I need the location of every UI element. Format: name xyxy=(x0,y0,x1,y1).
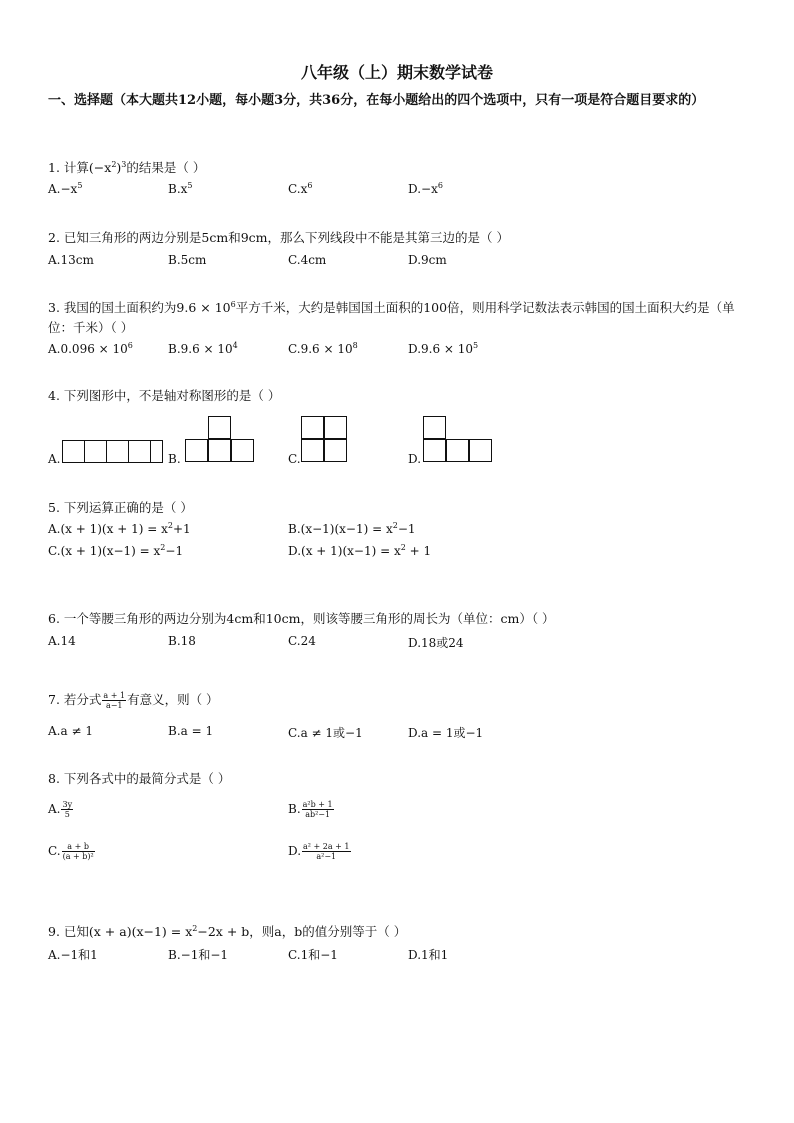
question-8: 8. 下列各式中的最简分式是（ ） xyxy=(48,771,231,786)
figure-square xyxy=(185,439,208,462)
q9-options xyxy=(48,946,748,966)
section-heading: 一、选择题（本大题共12小题，每小题3分，共36分，在每小题给出的四个选项中，只有一项是符合题目要求的） xyxy=(48,93,705,108)
q2-option-c[interactable]: C.4cm xyxy=(288,253,327,267)
q5-options-row2 xyxy=(48,544,748,564)
figure-square xyxy=(150,440,163,463)
figure-square xyxy=(324,416,347,439)
q4-option-d-label: D. xyxy=(408,452,422,466)
figure-square xyxy=(301,416,324,439)
figure-square xyxy=(423,439,446,462)
q7-text-post: 有意义，则（ ） xyxy=(127,692,219,707)
q6-option-a[interactable]: A.14 xyxy=(48,634,76,648)
q6-option-c[interactable]: C.24 xyxy=(288,634,316,648)
figure-square xyxy=(62,440,85,463)
q9-text-post: −2x + b，则a，b的值分别等于（ ） xyxy=(197,924,407,939)
figure-square xyxy=(84,440,107,463)
q8-option-d[interactable]: D. $\frac{\text{a² + 2a + 1}}{\text{a²−1}}$ xyxy=(288,842,350,861)
question-1 xyxy=(48,158,748,178)
q3-option-a[interactable]: $A.0.096 \times 10^6$ xyxy=(48,341,133,356)
q3-options xyxy=(48,342,748,362)
q2-options xyxy=(48,253,748,273)
question-7 xyxy=(48,690,748,710)
q6-option-b[interactable]: B.18 xyxy=(168,634,196,648)
q7-option-d[interactable]: D.a = 1或−1 xyxy=(408,726,484,740)
q1-text-pre: 1. 计算(−x xyxy=(48,160,112,175)
figure-square xyxy=(128,440,151,463)
q5-options-row1 xyxy=(48,522,748,542)
q4-option-b[interactable] xyxy=(168,412,268,468)
q5-option-d[interactable]: $D.(x + 1)(x-1) = x^2 + 1$ xyxy=(288,543,432,558)
figure-square xyxy=(208,416,231,439)
question-6: 6. 一个等腰三角形的两边分别为4cm和10cm，则该等腰三角形的周长为（单位：cm）（ ） xyxy=(48,611,555,626)
q7-options xyxy=(48,724,748,744)
q7-option-a[interactable]: A.a ≠ 1 xyxy=(48,724,93,738)
q2-option-d[interactable]: D.9cm xyxy=(408,253,447,267)
q3-option-c[interactable]: $C.9.6 \times 10^8$ xyxy=(288,341,358,356)
q4-option-a-label: A. xyxy=(48,452,61,466)
q1-option-b[interactable]: $B.x^5$ xyxy=(168,181,193,196)
q7-option-c[interactable]: C.a ≠ 1或−1 xyxy=(288,726,363,740)
question-9 xyxy=(48,922,748,942)
page-title: 八年级（上）期末数学试卷 xyxy=(300,63,493,82)
q9-option-a[interactable]: A.−1和1 xyxy=(48,948,98,962)
q8-option-b[interactable]: B. $\frac{\text{a²b + 1}}{\text{ab²−1}}$ xyxy=(288,800,333,819)
q3-option-d[interactable]: $D.9.6 \times 10^5$ xyxy=(408,341,479,356)
q1-option-d[interactable]: $D.-x^6$ xyxy=(408,181,443,196)
q1-exp-outer: 3 xyxy=(121,159,127,169)
q9-option-c[interactable]: C.1和−1 xyxy=(288,948,338,962)
question-4: 4. 下列图形中，不是轴对称图形的是（ ） xyxy=(48,388,281,403)
figure-square xyxy=(106,440,129,463)
q1-options xyxy=(48,182,748,202)
figure-square xyxy=(231,439,254,462)
q8-option-c[interactable]: C. $\frac{a + b}{\text{(a + b)²}}$ xyxy=(48,842,94,861)
q8-options-row1 xyxy=(48,800,748,828)
q7-option-b[interactable]: B.a = 1 xyxy=(168,724,214,738)
q2-option-a[interactable]: A.13cm xyxy=(48,253,94,267)
q3-text-pre: 3. 我国的国土面积约为9.6 × 10 xyxy=(48,300,231,315)
q5-option-b[interactable]: $B.(x-1)(x-1) = x^2-1$ xyxy=(288,521,416,536)
question-5: 5. 下列运算正确的是（ ） xyxy=(48,500,193,515)
q6-option-d[interactable]: D.18或24 xyxy=(408,636,464,650)
q8-option-a[interactable]: A. $\frac{3y}{5}$ xyxy=(48,800,73,819)
figure-square xyxy=(301,439,324,462)
q4-option-a[interactable] xyxy=(48,412,168,468)
figure-square xyxy=(324,439,347,462)
q9-option-d[interactable]: D.1和1 xyxy=(408,948,449,962)
figure-square xyxy=(208,439,231,462)
q1-exp-inner: 2 xyxy=(111,159,117,169)
question-3 xyxy=(48,298,748,338)
figure-square xyxy=(423,416,446,439)
q7-text-pre: 7. 若分式 xyxy=(48,692,102,707)
q8-options-row2 xyxy=(48,842,748,870)
q6-options xyxy=(48,634,748,654)
q1-text-mid: ) xyxy=(116,160,122,175)
q1-option-a[interactable]: $A.-x^5$ xyxy=(48,181,83,196)
q1-option-c[interactable]: $C.x^6$ xyxy=(288,181,313,196)
figure-square xyxy=(446,439,469,462)
q4-option-c-label: C. xyxy=(288,452,301,466)
q7-fraction: $\frac{a + 1}{a-1}$ xyxy=(103,691,126,710)
q5-option-a[interactable]: $A.(x + 1)(x + 1) = x^2+1$ xyxy=(48,521,191,536)
q9-text-pre: 9. 已知(x + a)(x−1) = x xyxy=(48,924,193,939)
q4-option-b-label: B. xyxy=(168,452,181,466)
q1-text-post: 的结果是（ ） xyxy=(126,160,206,175)
q3-exp: 6 xyxy=(230,299,236,309)
q9-option-b[interactable]: B.−1和−1 xyxy=(168,948,229,962)
q5-option-c[interactable]: $C.(x + 1)(x-1) = x^2-1$ xyxy=(48,543,184,558)
q3-text-post: 平方千米，大约是韩国国土面积的100倍，则用科学记数法表示韩国的国土面积大约是（单位：千米）（ ） xyxy=(48,300,735,335)
q3-option-b[interactable]: $B.9.6 \times 10^4$ xyxy=(168,341,238,356)
figure-square xyxy=(469,439,492,462)
q4-option-d[interactable] xyxy=(408,412,508,468)
question-2: 2. 已知三角形的两边分别是5cm和9cm，那么下列线段中不能是其第三边的是（ ） xyxy=(48,230,509,245)
q2-option-b[interactable]: B.5cm xyxy=(168,253,207,267)
q4-option-c[interactable] xyxy=(288,412,368,468)
q9-exp: 2 xyxy=(192,923,198,933)
